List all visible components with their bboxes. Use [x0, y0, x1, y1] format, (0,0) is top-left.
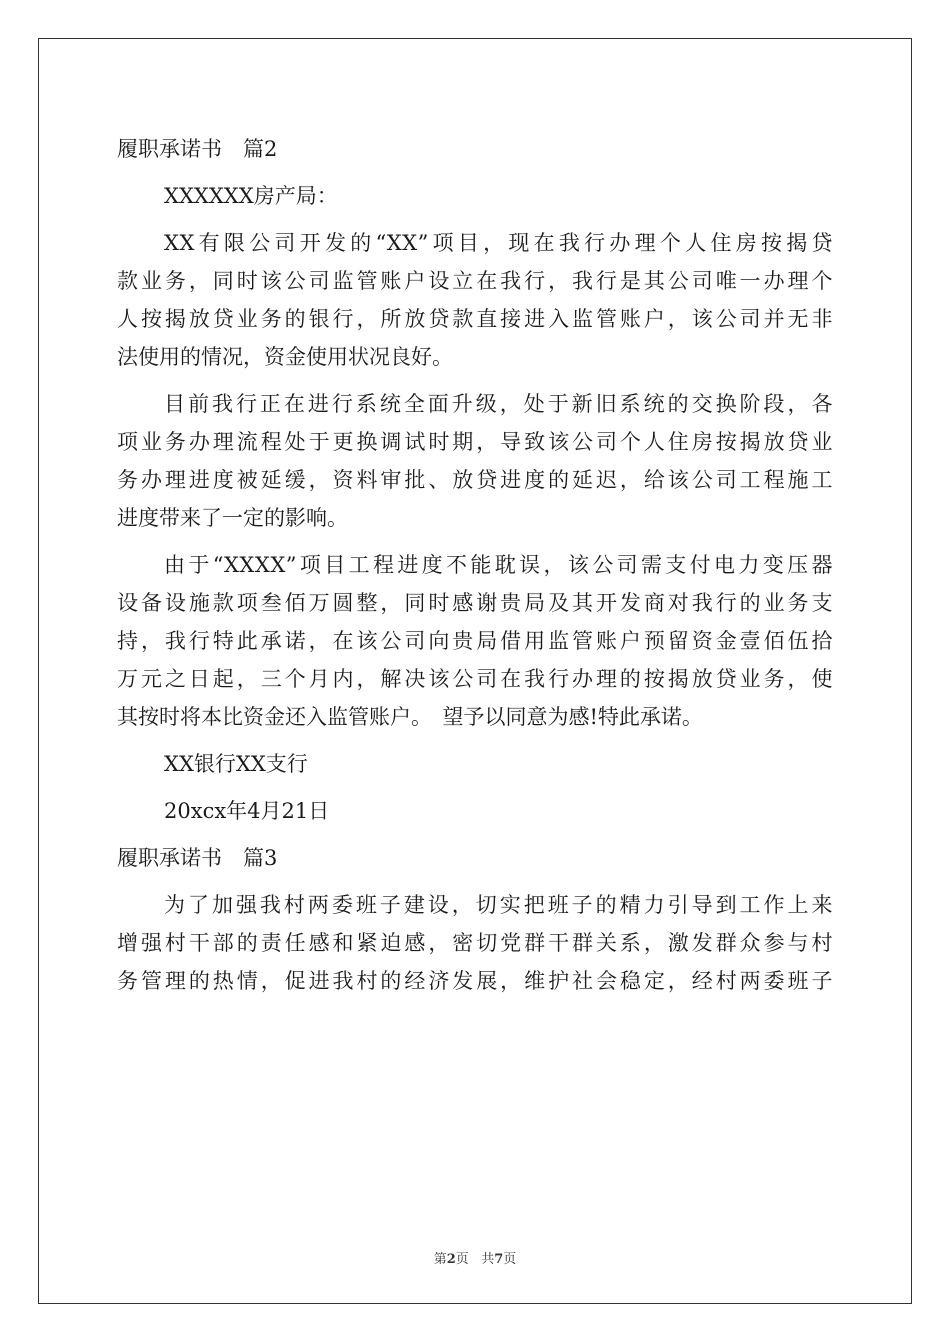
paragraph-line: 人按揭放贷业务的银行，所放贷款直接进入监管账户，该公司并无非	[117, 307, 833, 331]
paragraph-line: XX有限公司开发的“XX”项目，现在我行办理个人住房按揭贷	[164, 231, 833, 255]
paragraph-line: 为了加强我村两委班子建设，切实把班子的精力引导到工作上来	[164, 893, 833, 917]
paragraph-line: 进度带来了一定的影响。	[117, 506, 348, 530]
paragraph-line: 持，我行特此承诺，在该公司向贵局借用监管账户预留资金壹佰伍拾	[117, 629, 833, 653]
footer-prefix: 第	[433, 1252, 447, 1267]
footer-total-suffix: 页	[503, 1252, 517, 1267]
page-footer	[0, 1248, 950, 1267]
paragraph-line: 务办理进度被延缓，资料审批、放贷进度的延迟，给该公司工程施工	[117, 468, 833, 492]
paragraph-4	[117, 886, 833, 1000]
total-pages-number: 7	[494, 1252, 504, 1267]
paragraph-line: 万元之日起，三个月内，解决该公司在我行办理的按揭放贷业务，使	[117, 667, 833, 691]
date: 20xcx年4月21日	[164, 799, 330, 823]
paragraph-line: 务管理的热情，促进我村的经济发展，维护社会稳定，经村两委班子	[117, 969, 833, 993]
current-page-number: 2	[446, 1252, 456, 1267]
section-heading-3: 履职承诺书 篇3	[117, 846, 278, 870]
footer-page-suffix: 页	[455, 1252, 469, 1267]
paragraph-2	[117, 385, 833, 537]
paragraph-line: 款业务，同时该公司监管账户设立在我行，我行是其公司唯一办理个	[117, 269, 833, 293]
paragraph-line: 增强村干部的责任感和紧迫感，密切党群干群关系，激发群众参与村	[117, 931, 833, 955]
signature: XX银行XX支行	[164, 752, 308, 776]
paragraph-line: 设备设施款项叁佰万圆整，同时感谢贵局及其开发商对我行的业务支	[117, 591, 833, 615]
salutation: XXXXXX房产局：	[164, 184, 338, 208]
footer-total-prefix: 共	[481, 1252, 495, 1267]
paragraph-line: 目前我行正在进行系统全面升级，处于新旧系统的交换阶段，各	[164, 392, 833, 416]
paragraph-line: 由于“XXXX”项目工程进度不能耽误，该公司需支付电力变压器	[164, 553, 833, 577]
paragraph-1	[117, 224, 833, 376]
paragraph-line: 其按时将本比资金还入监管账户。 望予以同意为感!特此承诺。	[117, 705, 703, 729]
document-body	[117, 130, 833, 1000]
paragraph-line: 法使用的情况，资金使用状况良好。	[117, 345, 453, 369]
section-heading-2: 履职承诺书 篇2	[117, 137, 278, 161]
paragraph-3	[117, 546, 833, 736]
paragraph-line: 项业务办理流程处于更换调试时期，导致该公司个人住房按揭放贷业	[117, 430, 833, 454]
